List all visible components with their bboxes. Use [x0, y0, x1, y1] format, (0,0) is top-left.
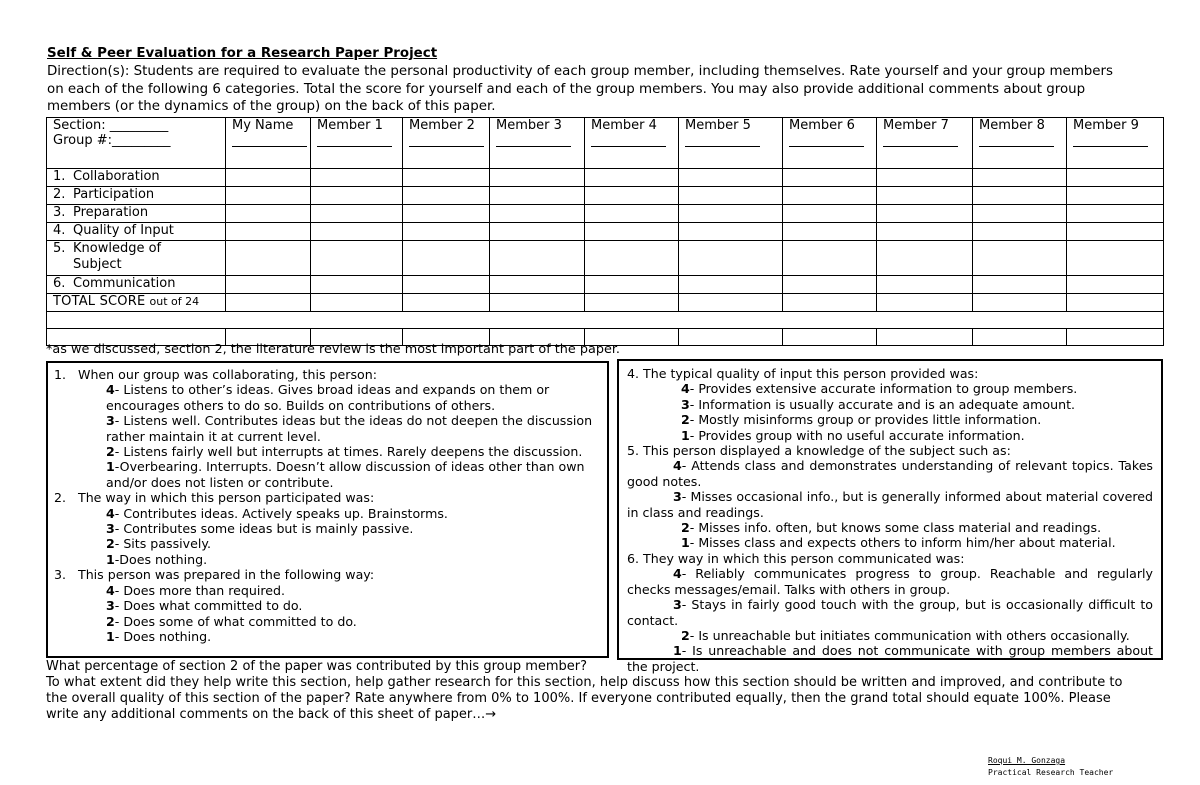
- name-line[interactable]: [591, 133, 666, 147]
- score-cell[interactable]: [403, 187, 490, 205]
- score-cell[interactable]: [679, 205, 783, 223]
- score-cell[interactable]: [311, 169, 403, 187]
- score-cell[interactable]: [311, 205, 403, 223]
- score-cell[interactable]: [490, 187, 585, 205]
- total-cell[interactable]: [490, 294, 585, 312]
- question-1: 1. When our group was collaborating, this person:: [54, 367, 377, 382]
- level-item: 2- Mostly misinforms group or provides little information.: [681, 412, 1042, 428]
- level-item: 4- Reliably communicates progress to group. Reachable and regularly checks messages/email. Talks with others in group.: [627, 566, 1153, 597]
- total-cell[interactable]: [783, 294, 877, 312]
- level-item: 1- Misses class and expects others to inform him/her about material.: [681, 535, 1116, 551]
- level-item: 3- Contributes some ideas but is mainly passive.: [106, 521, 414, 537]
- score-cell[interactable]: [585, 241, 679, 276]
- question-3: 3. This person was prepared in the following way:: [54, 567, 375, 583]
- criterion-row-collaboration: 1. Collaboration: [47, 169, 1164, 187]
- level-item: 2- Misses info. often, but knows some class material and readings.: [681, 520, 1102, 536]
- percentage-question: What percentage of section 2 of the paper was contributed by this group member?: [46, 659, 588, 674]
- score-cell[interactable]: [783, 241, 877, 276]
- score-cell[interactable]: [973, 169, 1067, 187]
- blank-row: [47, 312, 1164, 329]
- page-title: Self & Peer Evaluation for a Research Paper Project: [47, 46, 438, 61]
- score-cell[interactable]: [585, 276, 679, 294]
- level-item: 4- Contributes ideas. Actively speaks up. Brainstorms.: [106, 505, 448, 521]
- score-cell[interactable]: [585, 205, 679, 223]
- level-item: 2- Sits passively.: [106, 536, 212, 552]
- score-cell[interactable]: [1067, 276, 1164, 294]
- evaluation-table: [46, 117, 1164, 346]
- total-score-suffix: out of 24: [149, 295, 200, 308]
- member-header-3: Member 3: [490, 118, 585, 169]
- teacher-role: Practical Research Teacher: [988, 768, 1114, 777]
- score-cell[interactable]: [783, 223, 877, 241]
- total-score-row: [47, 294, 1164, 312]
- score-cell[interactable]: [877, 205, 973, 223]
- level-item: 1-Overbearing. Interrupts. Doesn’t allow discussion of ideas other than own and/or does not listen or contribute.: [106, 459, 585, 490]
- total-cell[interactable]: [877, 294, 973, 312]
- score-cell[interactable]: [403, 205, 490, 223]
- criterion-row-preparation: 3. Preparation: [47, 205, 1164, 223]
- level-item: 4- Provides extensive accurate information to group members.: [681, 381, 1078, 397]
- score-cell[interactable]: [973, 276, 1067, 294]
- score-cell[interactable]: [585, 169, 679, 187]
- criteria-box-right: [617, 359, 1163, 674]
- criterion-row-quality-of-input: 4. Quality of Input: [47, 223, 1164, 241]
- level-item: 3- Listens well. Contributes ideas but the ideas do not deepen the discussion rather maintain it at current level.: [106, 413, 593, 444]
- score-cell[interactable]: [973, 187, 1067, 205]
- score-cell[interactable]: [1067, 223, 1164, 241]
- score-cell[interactable]: [679, 223, 783, 241]
- score-cell[interactable]: [403, 276, 490, 294]
- section-label[interactable]: Section: _________: [53, 118, 169, 133]
- name-line[interactable]: [409, 133, 484, 147]
- name-line[interactable]: [883, 133, 958, 147]
- score-cell[interactable]: [490, 276, 585, 294]
- question-5: 5. This person displayed a knowledge of the subject such as:: [627, 443, 1011, 459]
- score-cell[interactable]: [1067, 187, 1164, 205]
- extent-question: To what extent did they help write this section, help gather research for this section, help discuss how this section should be written and improved, and contribute to the overall quality of this section of the paper? Rate anywhere from 0% to 100%. If everyone contributed equally, then the grand total should equate 100%. Please write any additional comments on the back of this sheet of paper…→: [46, 675, 1123, 722]
- name-line[interactable]: [789, 133, 864, 147]
- score-cell[interactable]: [1067, 205, 1164, 223]
- level-item: 1- Provides group with no useful accurate information.: [681, 427, 1025, 443]
- level-item: 3- Stays in fairly good touch with the group, but is occasionally difficult to contact.: [627, 597, 1153, 628]
- score-cell[interactable]: [877, 276, 973, 294]
- member-header-5: Member 5: [679, 118, 783, 169]
- member-header-9: Member 9: [1067, 118, 1164, 169]
- member-header-my-name: My Name: [226, 118, 311, 169]
- group-label[interactable]: Group #:_________: [53, 133, 171, 148]
- score-cell[interactable]: [877, 169, 973, 187]
- table-header-row: [47, 118, 1164, 169]
- member-header-2: Member 2: [403, 118, 490, 169]
- score-cell[interactable]: [585, 223, 679, 241]
- score-cell[interactable]: [783, 169, 877, 187]
- score-cell[interactable]: [403, 241, 490, 276]
- name-line[interactable]: [317, 133, 392, 147]
- contribution-prompt: [46, 659, 1146, 723]
- score-cell[interactable]: [490, 241, 585, 276]
- level-item: 2- Is unreachable but initiates communication with others occasionally.: [681, 627, 1130, 643]
- level-item: 1-Does nothing.: [106, 551, 208, 567]
- score-cell[interactable]: [679, 169, 783, 187]
- name-line[interactable]: [979, 133, 1054, 147]
- level-item: 3- Misses occasional info., but is generally informed about material covered in class and readings.: [627, 489, 1153, 520]
- score-cell[interactable]: [679, 276, 783, 294]
- total-cell[interactable]: [973, 294, 1067, 312]
- member-header-7: Member 7: [877, 118, 973, 169]
- total-cell[interactable]: [1067, 294, 1164, 312]
- score-cell[interactable]: [311, 241, 403, 276]
- total-cell[interactable]: [679, 294, 783, 312]
- score-cell[interactable]: [311, 276, 403, 294]
- directions-text: Direction(s): Students are required to evaluate the personal productivity of each group member, including themselves. Rate yourself and your group members on each of the following 6 categories. Total the score for yourself and each of the group members. You may also provide additional comments about group members (or the dynamics of the group) on the back of this paper.: [47, 64, 1114, 114]
- level-item: 3- Does what committed to do.: [106, 598, 303, 614]
- total-cell[interactable]: [585, 294, 679, 312]
- criterion-row-knowledge: 5. Knowledge of Subject: [47, 241, 1164, 276]
- teacher-name: Roqui M. Gonzaga: [988, 756, 1066, 765]
- question-4: 4. The typical quality of input this person provided was:: [627, 366, 979, 381]
- total-cell[interactable]: [311, 294, 403, 312]
- score-cell[interactable]: [585, 187, 679, 205]
- question-2: 2. The way in which this person participated was:: [54, 490, 375, 506]
- member-header-4: Member 4: [585, 118, 679, 169]
- score-cell[interactable]: [226, 276, 311, 294]
- level-item: 2- Listens fairly well but interrupts at times. Rarely deepens the discussion.: [106, 444, 583, 460]
- criterion-row-communication: 6. Communication: [47, 276, 1164, 294]
- score-cell[interactable]: [973, 241, 1067, 276]
- score-cell[interactable]: [679, 187, 783, 205]
- level-item: 4- Listens to other’s ideas. Gives broad ideas and expands on them or encourages others to do so. Builds on contributions of others.: [106, 382, 550, 413]
- score-cell[interactable]: [226, 205, 311, 223]
- total-cell[interactable]: [226, 294, 311, 312]
- score-cell[interactable]: [490, 223, 585, 241]
- member-header-6: Member 6: [783, 118, 877, 169]
- score-cell[interactable]: [1067, 169, 1164, 187]
- level-item: 1- Does nothing.: [106, 628, 212, 644]
- total-cell[interactable]: [403, 294, 490, 312]
- name-line[interactable]: [685, 133, 760, 147]
- level-item: 4- Attends class and demonstrates understanding of relevant topics. Takes good notes.: [627, 458, 1153, 489]
- total-score-label: TOTAL SCORE: [53, 294, 146, 309]
- score-cell[interactable]: [973, 223, 1067, 241]
- score-cell[interactable]: [783, 205, 877, 223]
- score-cell[interactable]: [783, 276, 877, 294]
- score-cell[interactable]: [783, 187, 877, 205]
- score-cell[interactable]: [679, 241, 783, 276]
- score-cell[interactable]: [490, 205, 585, 223]
- score-cell[interactable]: [226, 169, 311, 187]
- score-cell[interactable]: [490, 169, 585, 187]
- question-6: 6. They way in which this person communicated was:: [627, 550, 965, 566]
- blank-merged-cell[interactable]: [47, 312, 1164, 329]
- score-cell[interactable]: [877, 223, 973, 241]
- score-cell[interactable]: [877, 187, 973, 205]
- score-cell[interactable]: [311, 223, 403, 241]
- section-group-cell: [47, 118, 226, 169]
- name-line[interactable]: [232, 133, 307, 147]
- level-item: 1- Is unreachable and does not communicate with group members about the project.: [627, 643, 1153, 674]
- name-line[interactable]: [496, 133, 571, 147]
- score-cell[interactable]: [311, 187, 403, 205]
- footnote: *as we discussed, section 2, the literature review is the most important part of the paper.: [46, 342, 620, 357]
- criterion-row-participation: 2. Participation: [47, 187, 1164, 205]
- score-cell[interactable]: [877, 241, 973, 276]
- score-cell[interactable]: [226, 223, 311, 241]
- level-item: 3- Information is usually accurate and is an adequate amount.: [681, 396, 1076, 412]
- score-cell[interactable]: [973, 205, 1067, 223]
- level-item: 4- Does more than required.: [106, 582, 286, 598]
- member-header-1: Member 1: [311, 118, 403, 169]
- score-cell[interactable]: [403, 223, 490, 241]
- score-cell[interactable]: [226, 187, 311, 205]
- level-item: 2- Does some of what committed to do.: [106, 613, 357, 629]
- score-cell[interactable]: [226, 241, 311, 276]
- score-cell[interactable]: [403, 169, 490, 187]
- name-line[interactable]: [1073, 133, 1148, 147]
- member-header-8: Member 8: [973, 118, 1067, 169]
- teacher-signature: [988, 755, 1113, 779]
- criteria-box-left: [46, 361, 609, 658]
- score-cell[interactable]: [1067, 241, 1164, 276]
